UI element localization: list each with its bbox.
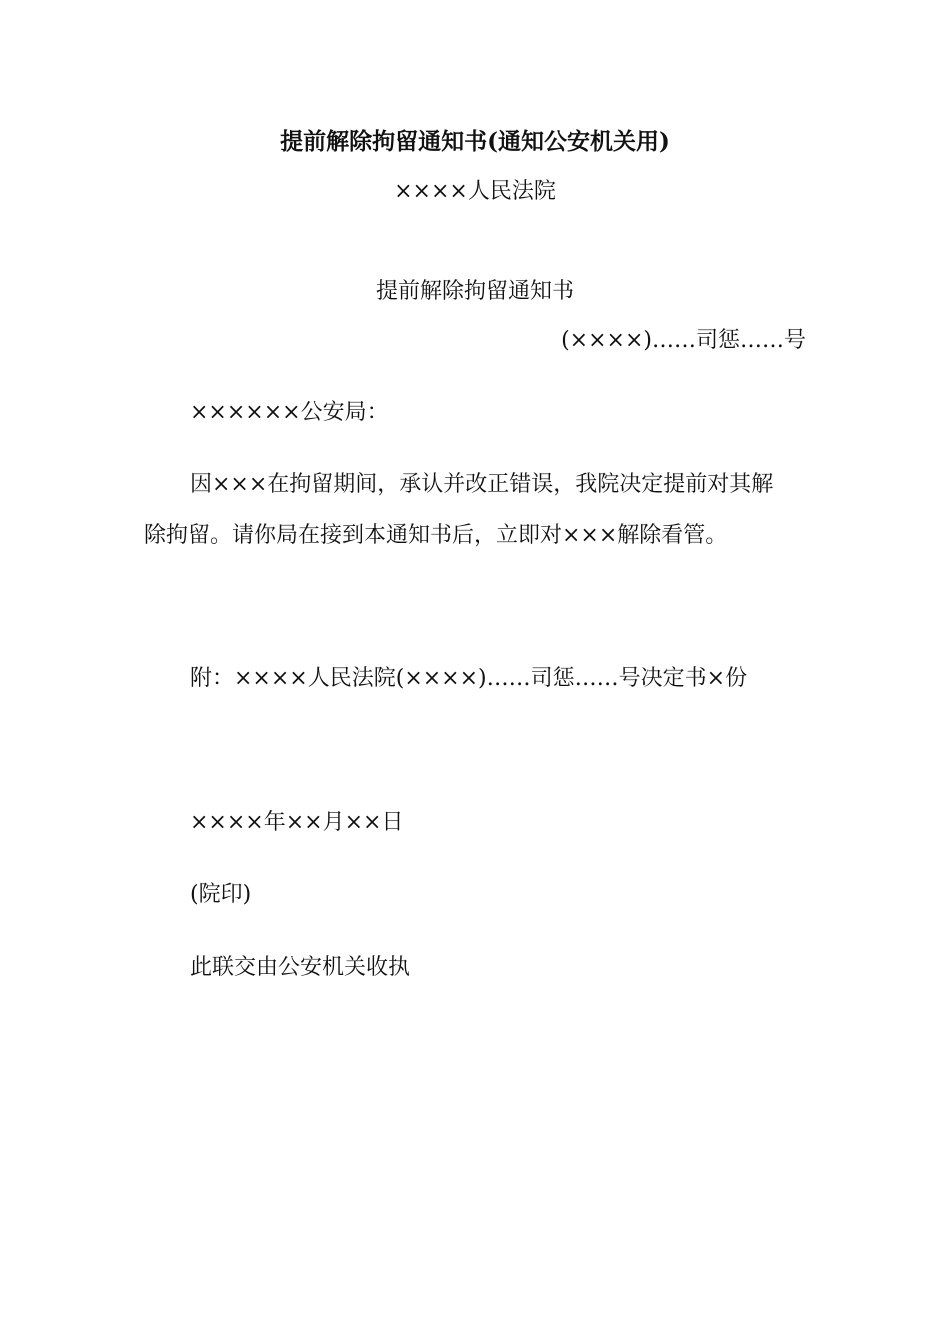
document-number: (××××)……司惩……号	[561, 328, 806, 353]
body-text-line-2: 除拘留。请你局在接到本通知书后，立即对×××解除看管。	[144, 523, 728, 548]
addressee: ××××××公安局：	[190, 400, 389, 425]
document-subtitle: 提前解除拘留通知书	[375, 279, 574, 304]
document-title: 提前解除拘留通知书(通知公安机关用)	[280, 128, 670, 155]
copy-note: 此联交由公安机关收执	[190, 955, 411, 980]
court-name: ××××人民法院	[394, 179, 556, 204]
body-text-line-1: 因×××在拘留期间，承认并改正错误，我院决定提前对其解	[190, 472, 774, 497]
document-date: ××××年××月××日	[190, 810, 404, 835]
attachment-note: 附：××××人民法院(××××)……司惩……号决定书×份	[190, 666, 748, 691]
court-seal-placeholder: (院印)	[190, 882, 252, 907]
